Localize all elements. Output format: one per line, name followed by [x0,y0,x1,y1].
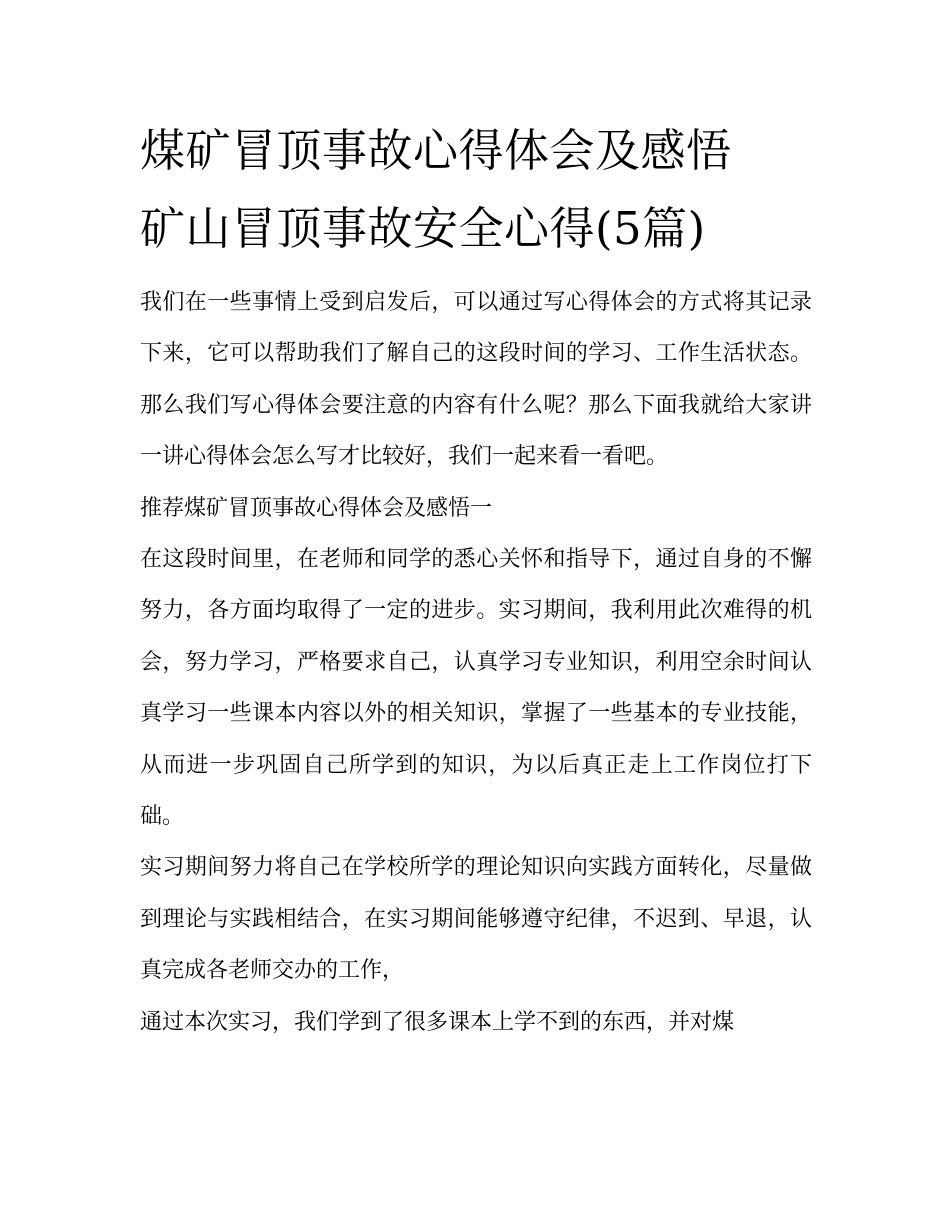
document-body [140,277,812,1048]
intro-paragraph: 我们在一些事情上受到启发后，可以通过写心得体会的方式将其记录下来，它可以帮助我们了解自己的这段时间的学习、工作生活状态。那么我们写心得体会要注意的内容有什么呢？那么下面我就给大家讲一讲心得体会怎么写才比较好，我们一起来看一看吧。 [140,290,812,470]
section-heading: 推荐煤矿冒顶事故心得体会及感悟一 [140,495,493,521]
body-paragraph-1: 在这段时间里，在老师和同学的悉心关怀和指导下，通过自身的不懈努力，各方面均取得了一定的进步。实习期间，我利用此次难得的机会，努力学习，严格要求自己，认真学习专业知识，利用空余时间认真学习一些课本内容以外的相关知识，掌握了一些基本的专业技能，从而进一步巩固自己所学到的知识，为以后真正走上工作岗位打下础。 [140,547,812,830]
body-paragraph-2: 实习期间努力将自己在学校所学的理论知识向实践方面转化，尽量做到理论与实践相结合，在实习期间能够遵守纪律，不迟到、早退，认真完成各老师交办的工作， [140,855,812,984]
title-line-2: 矿山冒顶事故安全心得(5篇) [140,202,706,255]
title-line-1: 煤矿冒顶事故心得体会及感悟 [140,124,732,177]
document-title [140,112,830,268]
body-paragraph-3: 通过本次实习，我们学到了很多课本上学不到的东西，并对煤 [140,1009,735,1035]
